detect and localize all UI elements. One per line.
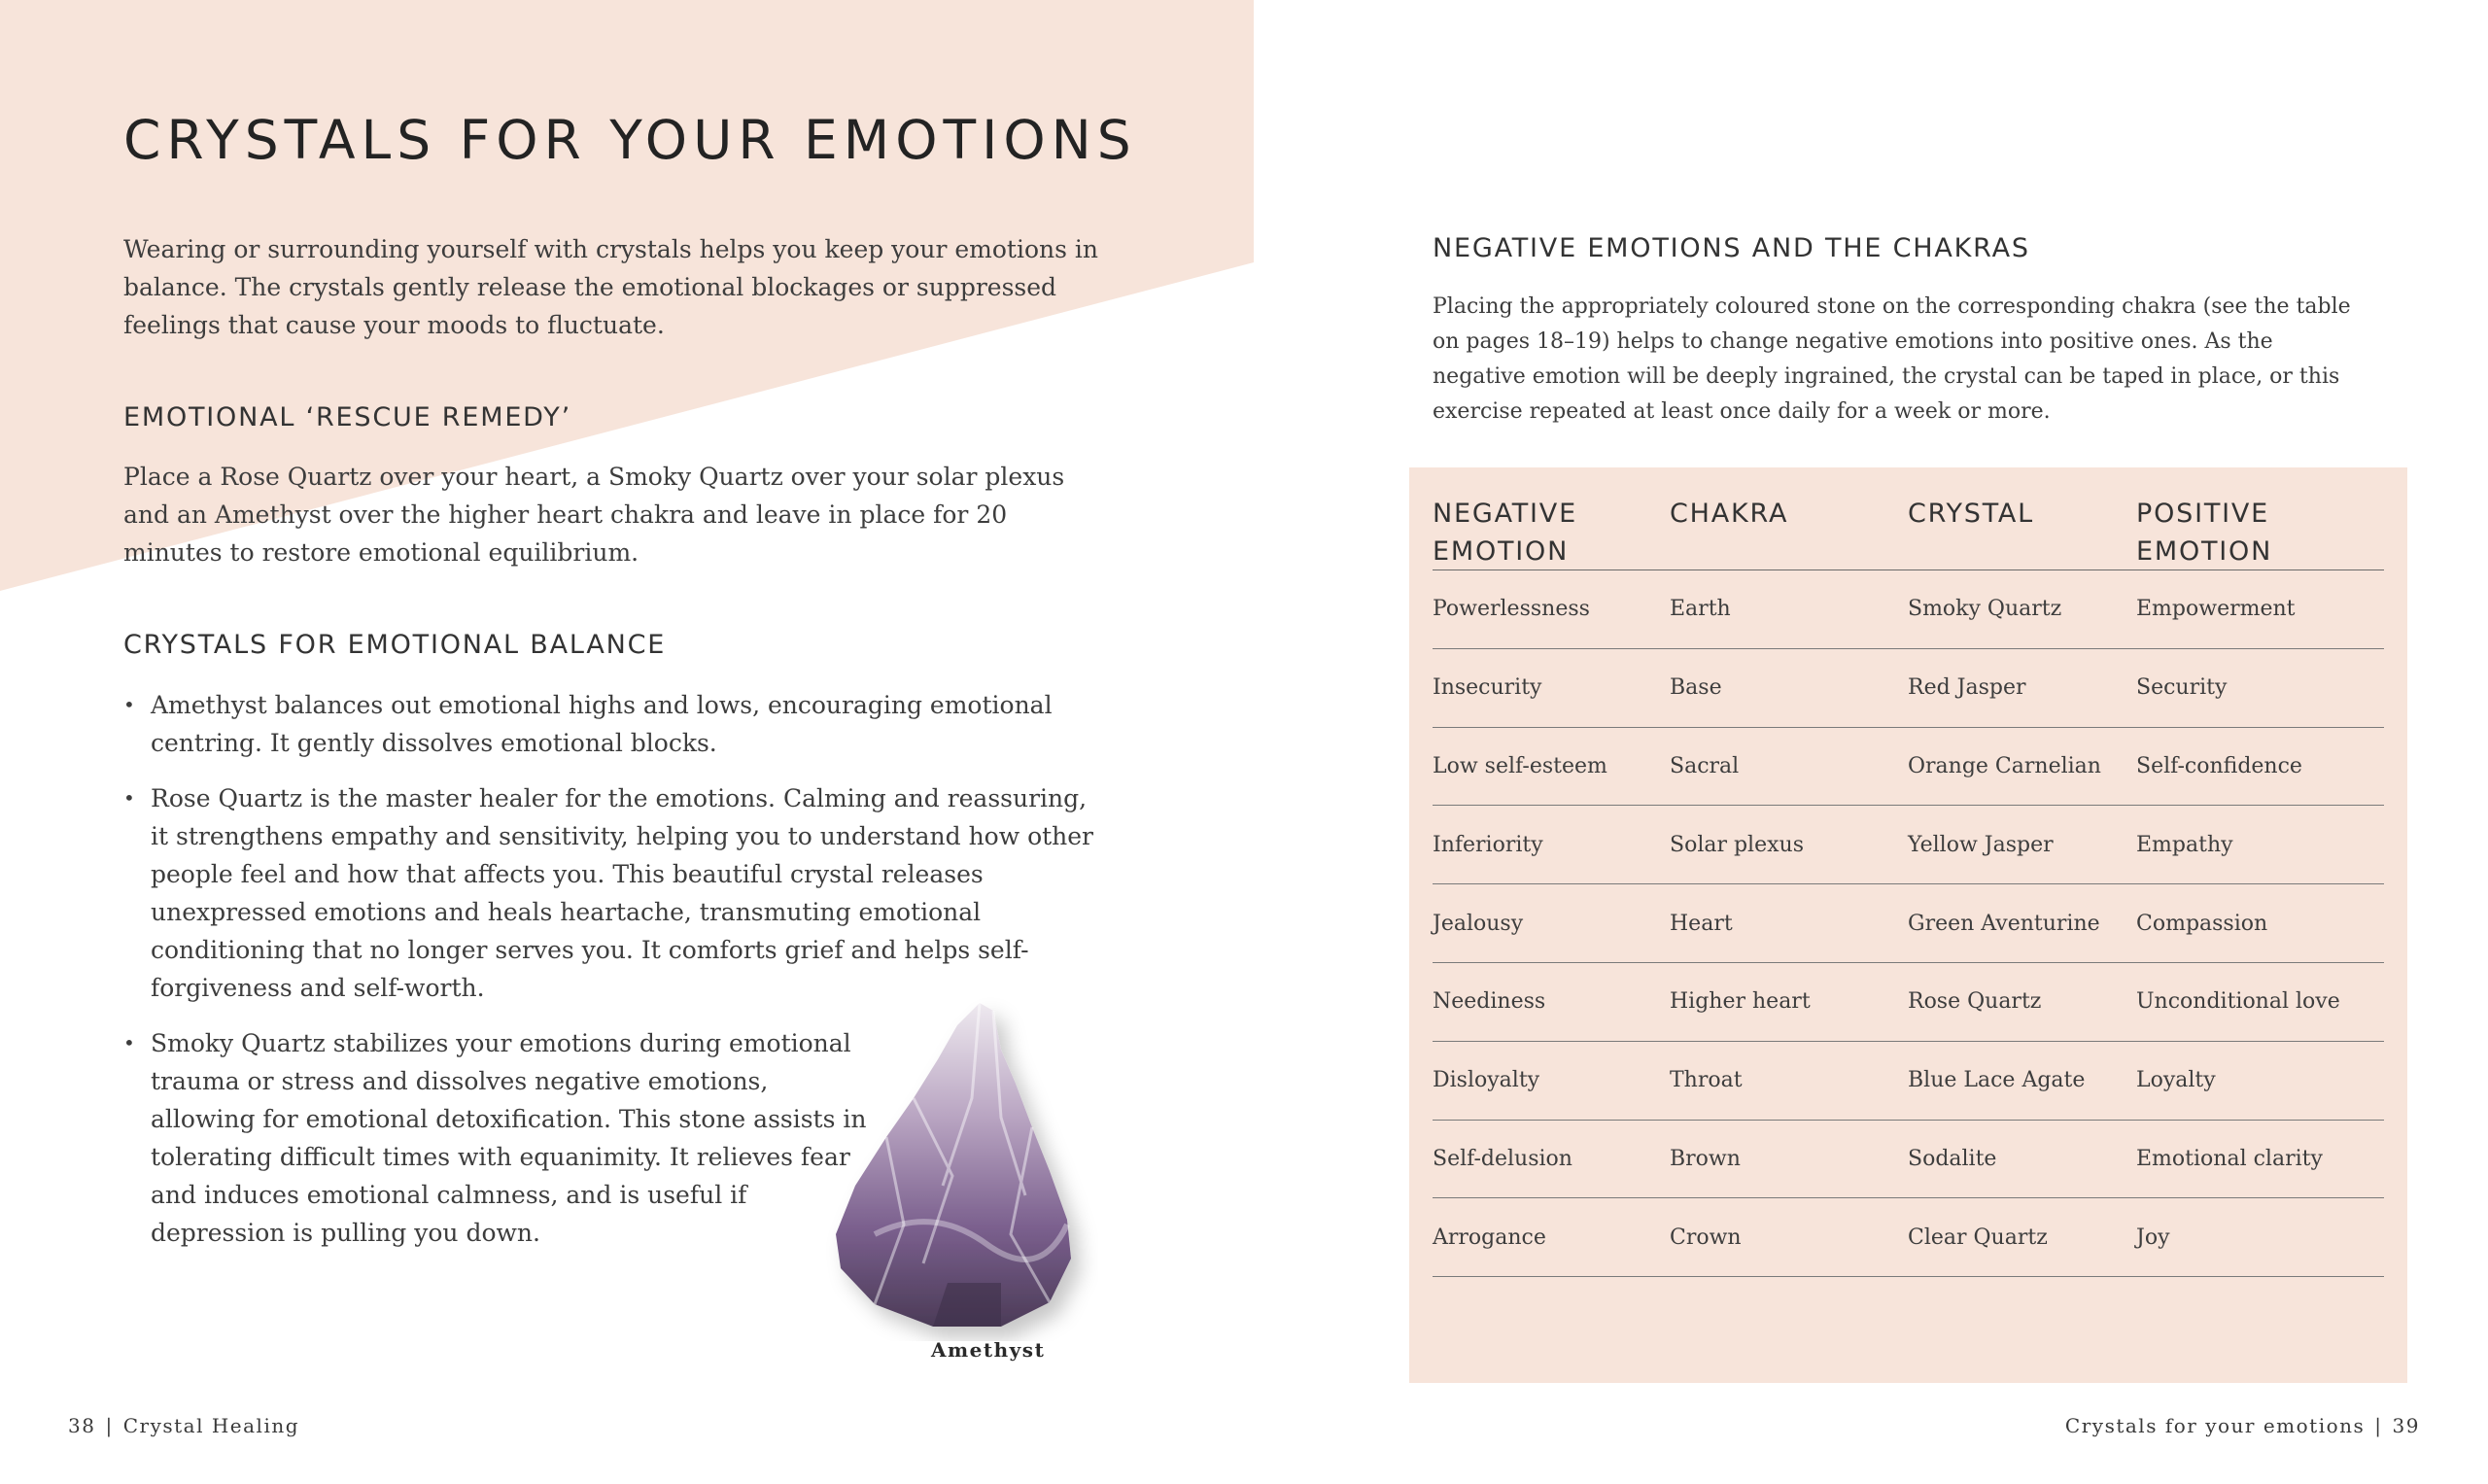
table-row	[1433, 1198, 2384, 1277]
cell-negative-emotion: Disloyalty	[1433, 1068, 1540, 1093]
table-row	[1433, 649, 2384, 728]
table-row	[1433, 1121, 2384, 1199]
bullet-amethyst: • Amethyst balances out emotional highs and lows, encouraging emotional centring. It gently dissolves emotional blocks.	[123, 686, 1095, 762]
footer-separator: |	[105, 1414, 114, 1437]
cell-negative-emotion: Jealousy	[1433, 911, 1524, 936]
cell-positive-emotion: Emotional clarity	[2136, 1146, 2323, 1171]
cell-positive-emotion: Joy	[2136, 1225, 2170, 1250]
negative-emotions-heading: NEGATIVE EMOTIONS AND THE CHAKRAS	[1433, 233, 2030, 263]
amethyst-crystal-image	[816, 991, 1098, 1341]
image-caption: Amethyst	[931, 1338, 1046, 1362]
footer-separator: |	[2374, 1414, 2383, 1437]
cell-chakra: Throat	[1670, 1068, 1743, 1093]
cell-crystal: Yellow Jasper	[1908, 832, 2054, 857]
cell-crystal: Red Jasper	[1908, 675, 2026, 701]
cell-chakra: Heart	[1670, 911, 1733, 936]
bullet-rose-quartz: • Rose Quartz is the master healer for the emotions. Calming and reassuring, it strengthens empathy and sensitivity, helping you to understand how other people feel and how that affects you. This beautiful crystal releases unexpressed emotions and heals heartache, transmuting emotional conditioning that no longer serves you. It comforts grief and helps self-forgiveness and self-worth.	[123, 779, 1095, 1007]
table-row	[1433, 806, 2384, 884]
cell-negative-emotion: Powerlessness	[1433, 597, 1590, 622]
footer-left	[68, 1414, 299, 1437]
table-header-row	[1433, 495, 2384, 570]
emotions-table-panel	[1409, 467, 2407, 1383]
cell-positive-emotion: Empathy	[2136, 832, 2233, 857]
emotions-chakra-table	[1433, 495, 2384, 1277]
cell-chakra: Earth	[1670, 597, 1731, 622]
table-row	[1433, 728, 2384, 807]
cell-chakra: Solar plexus	[1670, 832, 1804, 857]
cell-negative-emotion: Arrogance	[1433, 1225, 1546, 1250]
cell-chakra: Higher heart	[1670, 989, 1811, 1015]
page-number-left: 38	[68, 1414, 96, 1437]
cell-positive-emotion: Empowerment	[2136, 597, 2296, 622]
section-title: Crystals for your emotions	[2064, 1414, 2366, 1437]
intro-paragraph: Wearing or surrounding yourself with crystals helps you keep your emotions in balance. The crystals gently release the emotional blockages or suppressed feelings that cause your moods to fluctuate.	[123, 235, 1098, 339]
cell-crystal: Blue Lace Agate	[1908, 1068, 2086, 1093]
header-chakra: CHAKRA	[1670, 499, 1789, 529]
cell-positive-emotion: Self-confidence	[2136, 753, 2302, 778]
bullet-smoky-quartz: • Smoky Quartz stabilizes your emotions during emotional trauma or stress and dissolves negative emotions, allowing for emotional detoxification. This stone assists in tolerating difficult times with equanimity. It relieves fear and induces emotional calmness, and is useful if depression is pulling you down.	[123, 1024, 872, 1252]
rescue-remedy-paragraph: Place a Rose Quartz over your heart, a Smoky Quartz over your solar plexus and an Amethyst over the higher heart chakra and leave in place for 20 minutes to restore emotional equilibrium.	[123, 463, 1065, 567]
header-crystal: CRYSTAL	[1908, 499, 2035, 529]
page-title: CRYSTALS FOR YOUR EMOTIONS	[123, 109, 1137, 171]
cell-crystal: Clear Quartz	[1908, 1225, 2048, 1250]
cell-negative-emotion: Inferiority	[1433, 832, 1543, 857]
negative-emotions-paragraph: Placing the appropriately coloured stone on the corresponding chakra (see the table on pages 18–19) helps to change negative emotions into positive ones. As the negative emotion will be deeply ingrained, the crystal can be taped in place, or this exercise repeated at least once daily for a week or more.	[1433, 294, 2351, 424]
cell-negative-emotion: Self-delusion	[1433, 1146, 1572, 1171]
cell-crystal: Smoky Quartz	[1908, 597, 2062, 622]
cell-negative-emotion: Low self-esteem	[1433, 753, 1607, 778]
cell-negative-emotion: Neediness	[1433, 989, 1546, 1015]
header-negative-emotion: NEGATIVE EMOTION	[1433, 499, 1577, 567]
cell-crystal: Sodalite	[1908, 1146, 1997, 1171]
emotional-balance-heading: CRYSTALS FOR EMOTIONAL BALANCE	[123, 630, 667, 660]
cell-chakra: Brown	[1670, 1146, 1741, 1171]
page-number-right: 39	[2392, 1414, 2420, 1437]
cell-positive-emotion: Loyalty	[2136, 1068, 2216, 1093]
cell-negative-emotion: Insecurity	[1433, 675, 1542, 701]
cell-crystal: Rose Quartz	[1908, 989, 2042, 1015]
footer-right	[2065, 1414, 2420, 1437]
cell-chakra: Crown	[1670, 1225, 1742, 1250]
cell-positive-emotion: Unconditional love	[2136, 989, 2340, 1015]
table-row	[1433, 1042, 2384, 1121]
cell-chakra: Sacral	[1670, 753, 1740, 778]
table-row	[1433, 884, 2384, 963]
cell-positive-emotion: Security	[2136, 675, 2228, 701]
rescue-remedy-heading: EMOTIONAL ‘RESCUE REMEDY’	[123, 402, 571, 432]
header-positive-emotion: POSITIVE EMOTION	[2136, 499, 2273, 567]
cell-crystal: Green Aventurine	[1908, 911, 2100, 936]
cell-positive-emotion: Compassion	[2136, 911, 2268, 936]
table-row	[1433, 570, 2384, 649]
table-row	[1433, 963, 2384, 1042]
cell-crystal: Orange Carnelian	[1908, 753, 2101, 778]
book-title: Crystal Healing	[122, 1414, 300, 1437]
cell-chakra: Base	[1670, 675, 1722, 701]
